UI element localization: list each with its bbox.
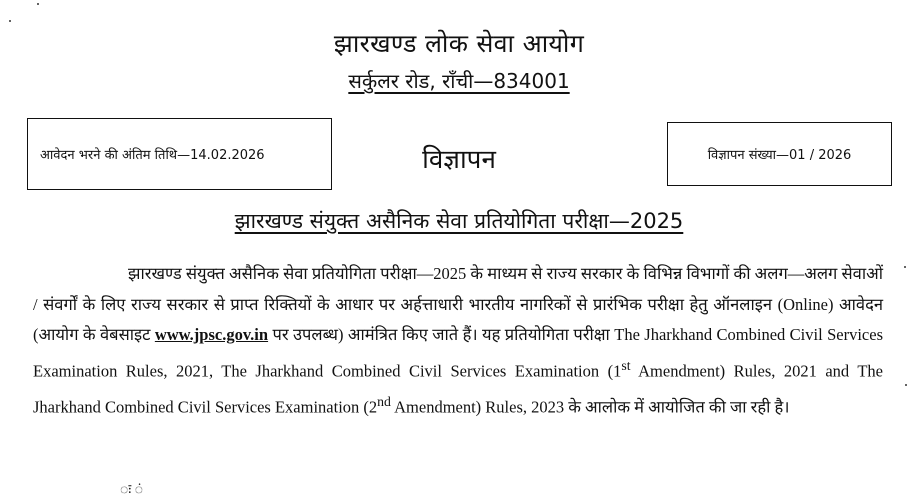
body-paragraph bbox=[33, 259, 883, 423]
organization-address: सर्कुलर रोड, राँची—834001 bbox=[348, 69, 570, 93]
scan-dot bbox=[9, 20, 11, 22]
exam-title: झारखण्ड संयुक्त असैनिक सेवा प्रतियोगिता परीक्षा—2025 bbox=[234, 209, 684, 233]
scan-dot bbox=[905, 384, 907, 386]
body-text-part4: Amendment) Rules, 2023 के आलोक में आयोजित की जा रही है। bbox=[390, 397, 790, 416]
superscript-nd: nd bbox=[377, 393, 391, 409]
scan-dot bbox=[904, 266, 906, 268]
organization-title: झारखण्ड लोक सेवा आयोग bbox=[333, 29, 585, 58]
superscript-st: st bbox=[621, 357, 631, 373]
scan-dot bbox=[37, 3, 39, 5]
body-text-part1: झारखण्ड संयुक्त असैनिक सेवा प्रतियोगिता परीक्षा—2025 के माध्यम से राज्य सरकार के विभिन्न विभागों की अलग—अलग सेवाओं / संवर्गों के लिए राज्य सरकार से प्राप्त रिक्तियों के आधार पर अर्हत्ताधारी भारतीय नागरिकों से प्रारंभिक परीक्षा हेतु ऑनलाइन (Online) आवेदन (आयोग के वेबसाइट bbox=[33, 264, 883, 344]
body-text-part3: Amendment) Rules, 2021 and The Jharkhand Combined Civil Services Examination (2 bbox=[33, 361, 883, 416]
body-text-part2: पर उपलब्ध) आमंत्रित किए जाते हैं। यह प्रतियोगिता परीक्षा The Jharkhand Combined Civil Services Examination Rules, 2021, The Jharkhand Combined Civil Services Examination (1 bbox=[33, 325, 883, 380]
next-line-fragment: ः ं bbox=[120, 482, 144, 498]
advertisement-title: विज्ञापन bbox=[422, 145, 496, 175]
advertisement-number-box bbox=[667, 122, 892, 186]
advertisement-number-text: विज्ञापन संख्या—01 / 2026 bbox=[707, 148, 852, 163]
last-date-text: आवेदन भरने की अंतिम तिथि—14.02.2026 bbox=[40, 148, 265, 163]
website-link[interactable]: www.jpsc.gov.in bbox=[154, 325, 269, 344]
